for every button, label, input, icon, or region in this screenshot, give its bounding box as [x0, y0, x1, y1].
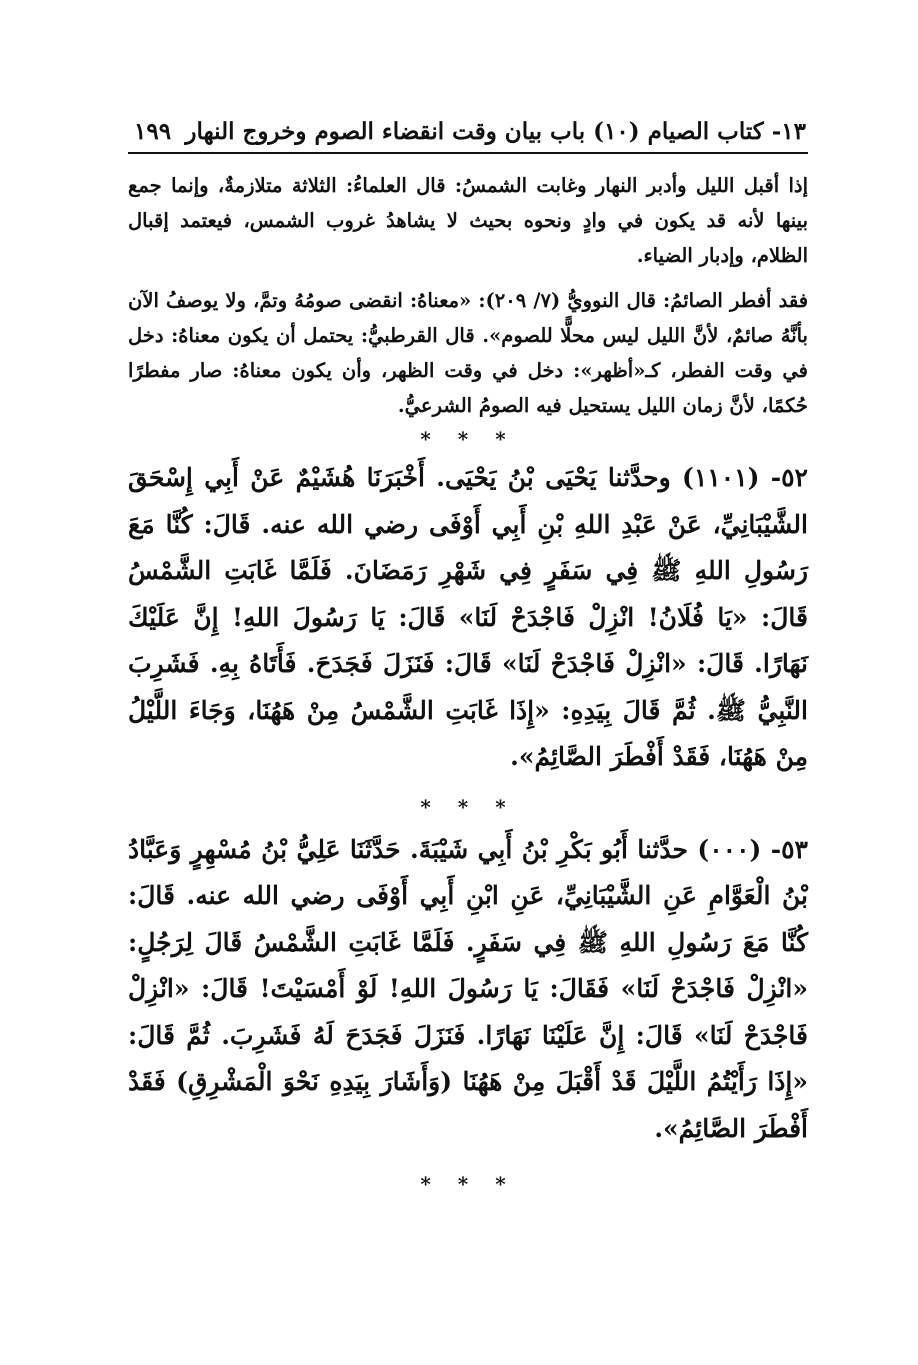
chapter-title: ١٣- كتاب الصيام (١٠) باب بيان وقت انقضاء الصوم وخروج النهار: [185, 118, 806, 145]
hadith-52: [128, 455, 808, 781]
section-separator: * * *: [420, 1172, 516, 1196]
section-separator: * * *: [420, 427, 516, 451]
commentary-paragraph: إذا أقبل الليل وأدبر النهار وغابت الشمسُ: قال العلماءُ: الثلاثة متلازمةٌ، وإنما جمع بينها لأنه قد يكون في وادٍ ونحوه بحيث لا يشاهدُ غروب الشمس، فيعتمد إقبال الظلام، وإدبار الضياء.: [128, 174, 808, 267]
hadith-text: ٥٣- (٠٠٠) حدَّثنا أَبُو بَكْرِ بْنُ أَبِي شَيْبَةَ. حَدَّثَنَا عَلِيُّ بْنُ مُسْهِرٍ وَعَبَّادُ بْنُ الْعَوَّامِ عَنِ الشَّيْبَانِيِّ، عَنِ ابْنِ أَبِي أَوْفَى رضي الله عنه. قَالَ: كُنَّا مَعَ رَسُولِ اللهِ ﷺ فِي سَفَرٍ. فَلَمَّا غَابَتِ الشَّمْسُ قَالَ لِرَجُلٍ: «انْزِلْ فَاجْدَحْ لَنَا» فَقَالَ: يَا رَسُولَ اللهِ! لَوْ أَمْسَيْتَ! قَالَ: «انْزِلْ فَاجْدَحْ لَنَا» قَالَ: إِنَّ عَلَيْنَا نَهَارًا. فَنَزَلَ فَجَدَحَ لَهُ فَشَرِبَ. ثُمَّ قَالَ: «إِذَا رَأَيْتُمُ اللَّيْلَ قَدْ أَقْبَلَ مِنْ هَهُنَا (وَأَشَارَ بِيَدِهِ نَحْوَ الْمَشْرِقِ) فَقَدْ أَفْطَرَ الصَّائِمُ».: [128, 834, 808, 1143]
running-header: [128, 112, 808, 154]
commentary-paragraph: فقد أفطر الصائمُ: قال النوويُّ (٧/ ٢٠٩): «معناهُ: انقضى صومُهُ وتمَّ، ولا يوصفُ الآن بأنَّهُ صائمٌ، لأنَّ الليل ليس محلًّا للصوم». قال القرطبيُّ: يحتمل أن يكون معناهُ: دخل في وقت الفطر، كـ«أظهر»: دخل في وقت الظهر، وأن يكون معناهُ: صار مفطرًا حُكمًا، لأنَّ زمان الليل يستحيل فيه الصومُ الشرعيُّ.: [128, 289, 809, 417]
hadith-53: [128, 827, 808, 1153]
book-page: [128, 112, 808, 1200]
page-number: ١٩٩: [134, 118, 172, 145]
commentary-notes: [128, 168, 808, 423]
section-separator: * * *: [420, 794, 516, 819]
hadith-text: ٥٢- (١١٠١) وحدَّثنا يَحْيَى بْنُ يَحْيَى. أَخْبَرَنَا هُشَيْمٌ عَنْ أَبِي إِسْحَقَ الشَّيْبَانِيِّ، عَنْ عَبْدِ اللهِ بْنِ أَبِي أَوْفَى رضي الله عنه. قَالَ: كُنَّا مَعَ رَسُولِ اللهِ ﷺ فِي سَفَرٍ فِي شَهْرِ رَمَضَانَ. فَلَمَّا غَابَتِ الشَّمْسُ قَالَ: «يَا فُلَانُ! انْزِلْ فَاجْدَحْ لَنَا» قَالَ: يَا رَسُولَ اللهِ! إِنَّ عَلَيْكَ نَهَارًا. قَالَ: «انْزِلْ فَاجْدَحْ لَنَا» قَالَ: فَنَزَلَ فَجَدَحَ. فَأَتَاهُ بِهِ. فَشَرِبَ النَّبِيُّ ﷺ. ثُمَّ قَالَ بِيَدِهِ: «إِذَا غَابَتِ الشَّمْسُ مِنْ هَهُنَا، وَجَاءَ اللَّيْلُ مِنْ هَهُنَا، فَقَدْ أَفْطَرَ الصَّائِمُ».: [128, 463, 808, 771]
